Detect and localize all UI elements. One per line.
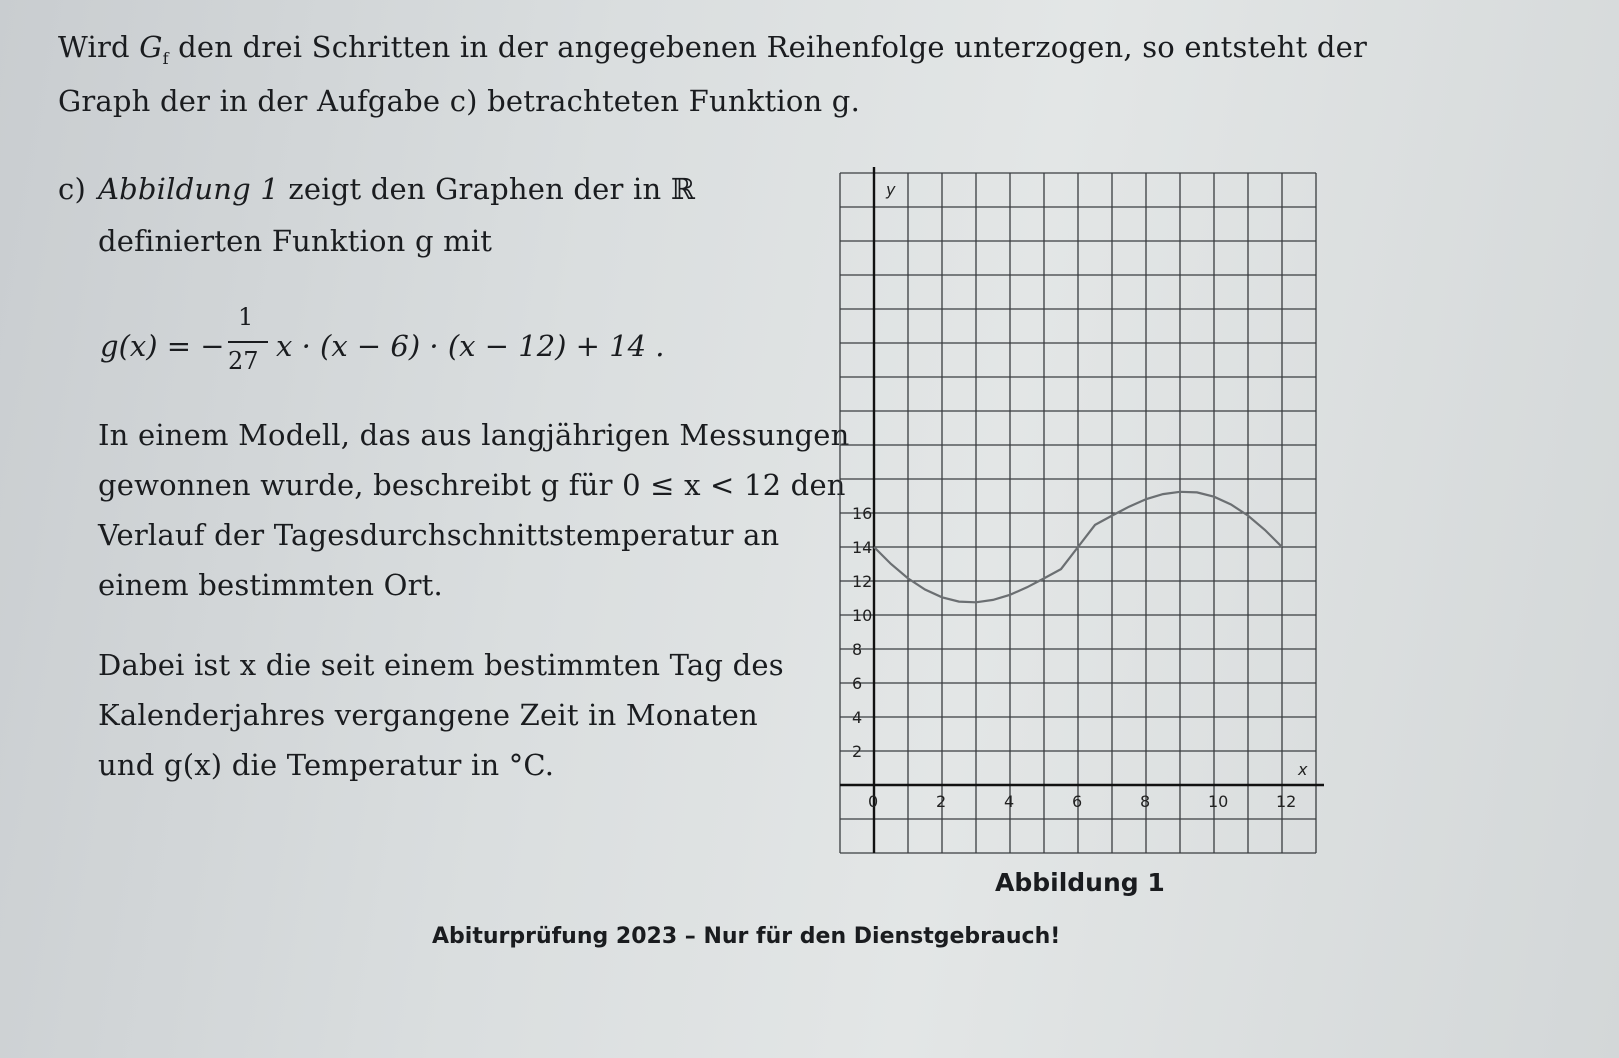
footer-note: Abiturprüfung 2023 – Nur für den Dienstgebrauch! — [432, 924, 1061, 949]
para1-line-4: einem bestimmten Ort. — [98, 568, 443, 602]
task-line-1-rest: zeigt den Graphen der in ℝ — [278, 172, 696, 206]
y-tick-label: 12 — [852, 572, 873, 591]
x-tick-label: 12 — [1276, 792, 1297, 811]
task-line-1 — [98, 172, 695, 206]
figure-caption: Abbildung 1 — [995, 868, 1165, 897]
axes — [840, 167, 1324, 853]
y-tick-label: 2 — [852, 742, 863, 761]
task-line-2: definierten Funktion g mit — [98, 224, 493, 258]
para1-line-3: Verlauf der Tagesdurchschnittstemperatur an — [98, 518, 780, 552]
formula-numerator: 1 — [238, 303, 254, 331]
intro-line-2: Graph der in der Aufgabe c) betrachteten Funktion g. — [58, 84, 860, 118]
task-label: c) — [58, 172, 86, 206]
para2-line-2: Kalenderjahres vergangene Zeit in Monaten — [98, 698, 758, 732]
graph-symbol: G — [139, 30, 163, 64]
y-tick-label: 4 — [852, 708, 863, 727]
fraction-bar — [228, 341, 268, 343]
formula-lhs: g(x) = − — [100, 329, 225, 363]
para1-line-2: gewonnen wurde, beschreibt g für 0 ≤ x < 12 den — [98, 468, 846, 502]
tick-labels — [852, 504, 1296, 811]
figure-reference: Abbildung 1 — [98, 172, 279, 206]
graph-subscript: f — [162, 48, 169, 68]
y-tick-label: 14 — [852, 538, 873, 557]
intro-line-1 — [58, 30, 1367, 68]
intro-text-b: den drei Schritten in der angegebenen Reihenfolge unterzogen, so entsteht der — [168, 30, 1368, 64]
graph-figure — [826, 165, 1328, 855]
y-tick-label: 6 — [852, 674, 863, 693]
intro-text-a: Wird — [58, 30, 140, 64]
x-tick-label: 10 — [1208, 792, 1229, 811]
y-tick-label: 8 — [852, 640, 863, 659]
x-tick-label: 4 — [1004, 792, 1015, 811]
x-axis-label: x — [1298, 760, 1308, 779]
y-axis-label: y — [886, 180, 896, 199]
formula-rhs: x · (x − 6) · (x − 12) + 14 . — [276, 329, 665, 363]
formula-denominator: 27 — [228, 347, 259, 375]
para2-line-1: Dabei ist x die seit einem bestimmten Tag des — [98, 648, 784, 682]
x-tick-label: 8 — [1140, 792, 1151, 811]
y-tick-label: 16 — [852, 504, 873, 523]
x-tick-label: 2 — [936, 792, 947, 811]
x-tick-label: 0 — [868, 792, 879, 811]
y-tick-label: 10 — [852, 606, 873, 625]
para1-line-1: In einem Modell, das aus langjährigen Messungen — [98, 418, 850, 452]
x-tick-label: 6 — [1072, 792, 1083, 811]
para2-line-3: und g(x) die Temperatur in °C. — [98, 748, 555, 782]
